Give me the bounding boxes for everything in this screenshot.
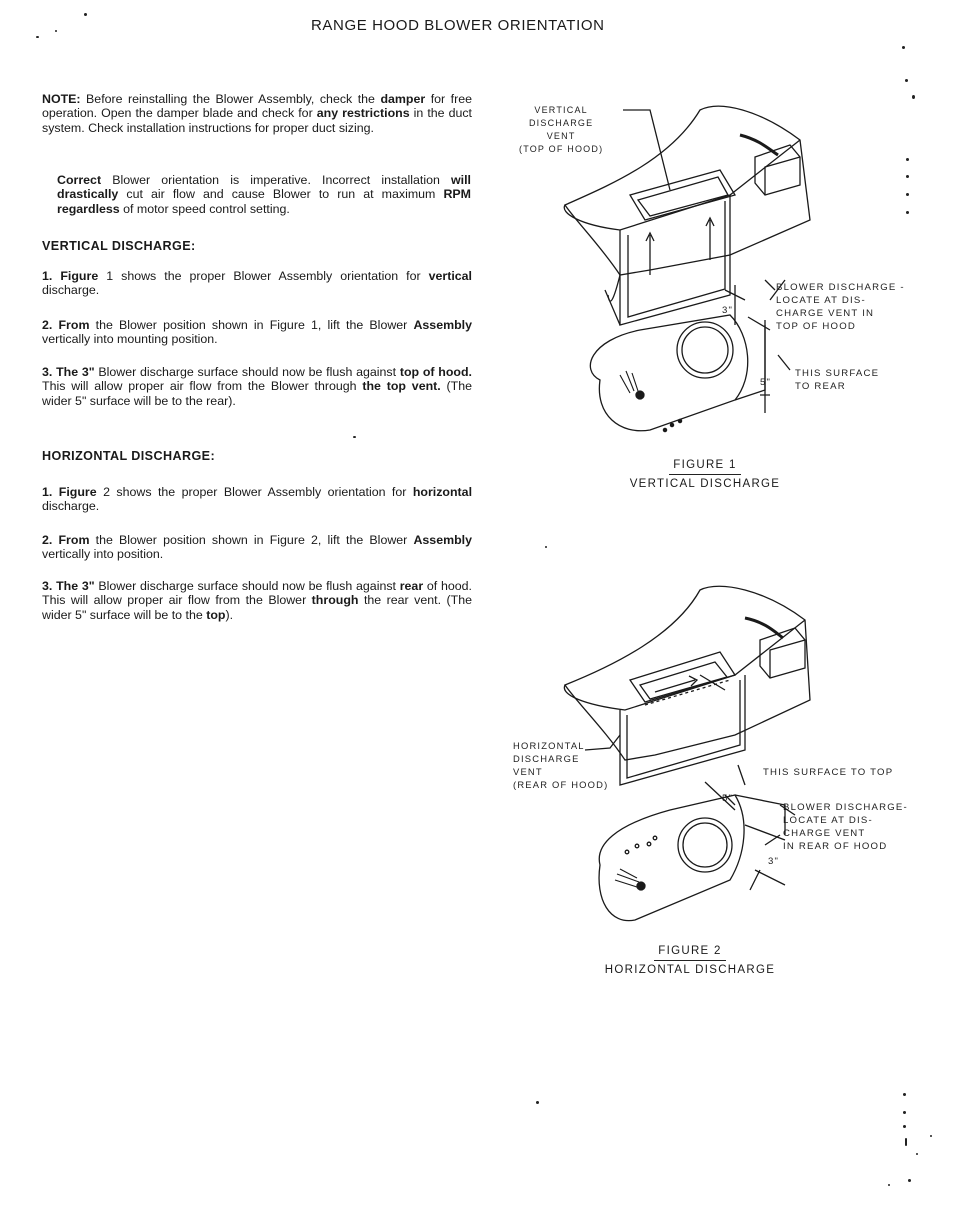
text-run: rear	[399, 579, 424, 593]
scan-speck	[916, 1153, 918, 1155]
scan-speck	[353, 436, 356, 438]
figure-2-caption	[590, 942, 790, 979]
text-run: the Blower position shown in Figure 2, lift the Blower	[89, 533, 414, 547]
figure-2-blower-label: BLOWER DISCHARGE- LOCATE AT DIS- CHARGE VENT IN REAR OF HOOD	[783, 802, 908, 852]
text-run: for proper duct sizing.	[254, 120, 374, 135]
text-run: 3. The 3"	[42, 579, 95, 593]
text-run: 1 shows the proper Blower Assembly orientation for	[98, 269, 429, 283]
text-run: vertically into position.	[42, 547, 164, 562]
text-run: horizontal	[412, 485, 473, 499]
text-run: Blower orientation is imperative. Incorrect installation	[101, 173, 452, 187]
section-heading: VERTICAL DISCHARGE:	[42, 239, 196, 253]
figure-2-number: FIGURE 2	[654, 942, 725, 961]
text-run: Assembly	[413, 318, 473, 332]
text-run: Blower discharge surface should now be flush against	[94, 579, 400, 593]
vertical-step-2	[42, 318, 472, 347]
scan-speck	[906, 158, 909, 161]
figure-1-dim-5: 5"	[760, 377, 772, 388]
scan-speck	[536, 1101, 539, 1104]
figure-1-blower-label: BLOWER DISCHARGE - LOCATE AT DIS- CHARGE VENT IN TOP OF HOOD	[776, 282, 905, 332]
vertical-step-3	[42, 365, 472, 408]
text-run: discharge.	[42, 499, 100, 514]
figure-1-caption	[600, 456, 810, 493]
text-run: any restrictions	[316, 106, 410, 121]
figure-2-title: HORIZONTAL DISCHARGE	[604, 964, 776, 976]
horizontal-step-2	[42, 533, 472, 562]
scan-speck	[912, 95, 915, 99]
text-run: Assembly	[413, 533, 473, 547]
figure-2-vent-label: HORIZONTAL DISCHARGE VENT (REAR OF HOOD)	[513, 740, 609, 790]
text-run: 3. The 3"	[42, 365, 95, 379]
text-run: of hood. This will allow proper air flow from the Blower	[42, 579, 472, 608]
scan-speck	[906, 193, 909, 196]
text-run: cut air flow and cause Blower to run at maximum	[118, 187, 444, 202]
figure-1-title: VERTICAL DISCHARGE	[629, 478, 781, 490]
text-run: Before reinstalling the Blower Assembly, check the	[80, 92, 381, 106]
text-run: This will allow proper air flow from the Blower through	[42, 379, 363, 394]
scan-speck	[908, 1179, 911, 1182]
scan-speck	[84, 13, 87, 16]
figure-2-surface-label: THIS SURFACE TO TOP	[763, 767, 894, 778]
text-run: for free operation. Open the damper blade and check for	[42, 92, 472, 121]
horizontal-step-1	[42, 485, 472, 514]
text-run: will drastically	[57, 173, 471, 202]
text-run: vertically into mounting position.	[42, 332, 218, 347]
scan-speck	[906, 175, 909, 178]
horizontal-step-3	[42, 579, 472, 622]
figure-1-number: FIGURE 1	[669, 456, 740, 475]
text-run: the rear vent. (The wider 5" surface will be to the	[42, 593, 472, 622]
horizontal-heading	[42, 449, 472, 463]
section-heading: HORIZONTAL DISCHARGE:	[42, 449, 216, 463]
text-run: in the duct system. Check installation instructions	[42, 106, 472, 135]
scan-speck	[545, 546, 547, 548]
text-run: damper	[380, 92, 426, 106]
text-run: discharge.	[42, 283, 100, 298]
text-run: top of hood.	[399, 365, 472, 379]
text-run: through	[311, 593, 359, 608]
text-run: of motor speed control setting.	[119, 201, 290, 216]
text-run: 2. From	[42, 533, 90, 547]
note-paragraph	[42, 92, 472, 135]
figure-2-dim-5: 5"	[722, 793, 734, 804]
text-run: 1. Figure	[42, 485, 97, 499]
text-run: Blower discharge surface should now be flush against	[94, 365, 400, 379]
scan-speck	[903, 1111, 906, 1114]
figure-1-surface-label: THIS SURFACE TO REAR	[795, 368, 880, 392]
text-run: 1. Figure	[42, 269, 99, 283]
text-run: the Blower position shown in Figure 1, lift the Blower	[89, 318, 414, 332]
scan-speck	[905, 1138, 907, 1146]
scan-speck	[906, 211, 909, 214]
scan-speck	[903, 1093, 906, 1096]
note-label: NOTE:	[42, 92, 81, 106]
figure-2-dim-3: 3"	[768, 856, 780, 867]
scan-speck	[36, 36, 39, 38]
text-run: top	[206, 607, 226, 622]
figure-1-vent-label: VERTICAL DISCHARGE VENT (TOP OF HOOD)	[519, 105, 604, 154]
text-run: 2 shows the proper Blower Assembly orientation for	[96, 485, 413, 499]
text-run: ).	[225, 607, 234, 622]
text-run: Correct	[57, 173, 102, 187]
text-run: (The wider 5" surface will be to the rear).	[42, 379, 473, 408]
scan-speck	[905, 79, 908, 82]
scan-speck	[903, 1125, 906, 1128]
figure-1-dim-3: 3"	[722, 305, 734, 316]
vertical-step-1	[42, 269, 472, 298]
text-run: 2. From	[42, 318, 90, 332]
text-run: vertical	[428, 269, 472, 283]
text-run: the top vent.	[362, 379, 441, 394]
page-title: RANGE HOOD BLOWER ORIENTATION	[311, 17, 605, 34]
orientation-paragraph	[57, 173, 471, 216]
scan-speck	[902, 46, 905, 49]
scan-speck	[930, 1135, 932, 1137]
vertical-heading	[42, 239, 472, 253]
text-run: RPM regardless	[57, 187, 471, 216]
scan-speck	[55, 30, 57, 32]
scan-speck	[888, 1184, 890, 1186]
